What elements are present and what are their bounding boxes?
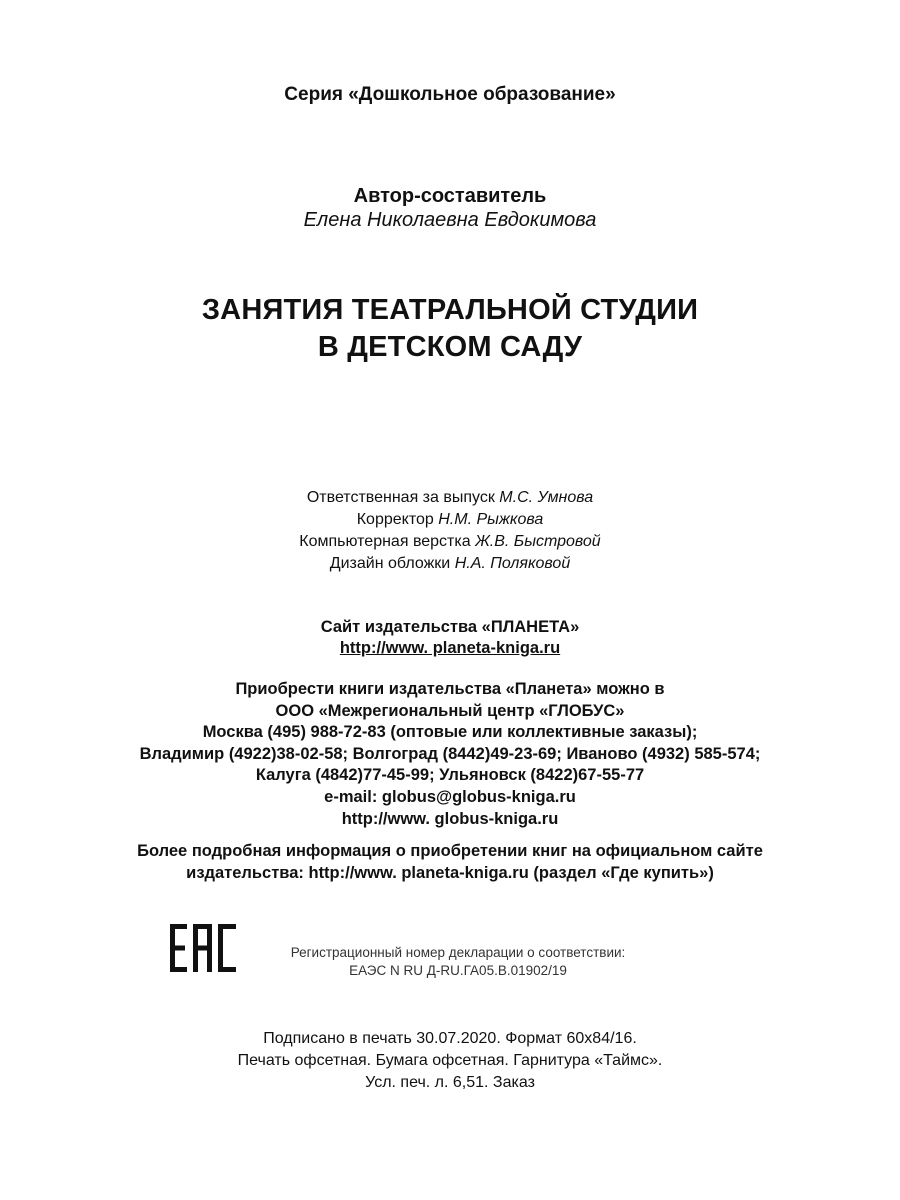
credit-role: Компьютерная верстка <box>299 533 471 550</box>
author-name: Елена Николаевна Евдокимова <box>303 209 597 231</box>
publisher-site-block <box>0 617 900 659</box>
publisher-site-link[interactable]: http://www. planeta-kniga.ru <box>339 639 561 657</box>
purchase-line: Владимир (4922)38-02-58; Волгоград (8442)49-23-69; Иваново (4932) 585-574; <box>139 744 761 763</box>
eac-certification-logo <box>170 924 236 972</box>
print-details-line-3: Усл. печ. л. 6,51. Заказ <box>365 1074 535 1091</box>
series-title: Серия «Дошкольное образование» <box>284 84 616 105</box>
credit-role: Ответственная за выпуск <box>306 489 495 506</box>
credit-person: Н.М. Рыжкова <box>438 511 544 528</box>
print-details-line-2: Печать офсетная. Бумага офсетная. Гарнитура «Таймс». <box>237 1052 663 1069</box>
declaration-number: ЕАЭС N RU Д-RU.ГА05.В.01902/19 <box>349 963 567 978</box>
credit-layout <box>0 531 900 553</box>
purchase-line: Приобрести книги издательства «Планета» можно в <box>235 680 665 698</box>
credit-release <box>0 487 900 509</box>
purchase-info-block <box>0 679 900 830</box>
purchase-website-link[interactable]: http://www. globus-kniga.ru <box>341 809 559 828</box>
book-title-line-2: В ДЕТСКОМ САДУ <box>317 331 583 363</box>
credit-person: М.С. Умнова <box>499 489 594 506</box>
purchase-line: Москва (495) 988-72-83 (оптовые или коллективные заказы); <box>202 723 698 742</box>
credit-cover-design <box>0 553 900 575</box>
author-block <box>0 184 900 232</box>
credits-block <box>0 487 900 575</box>
book-title-line-1: ЗАНЯТИЯ ТЕАТРАЛЬНОЙ СТУДИИ <box>201 294 699 326</box>
more-info-block <box>0 841 900 884</box>
print-details-block <box>0 1028 900 1094</box>
declaration-label: Регистрационный номер декларации о соответствии: <box>290 945 626 960</box>
credit-person: Ж.В. Быстровой <box>475 533 601 550</box>
publisher-site-label: Сайт издательства «ПЛАНЕТА» <box>320 618 580 636</box>
more-info-line-1: Более подробная информация о приобретении книг на официальном сайте <box>137 842 763 860</box>
credit-person: Н.А. Поляковой <box>454 555 571 572</box>
credit-role: Дизайн обложки <box>329 555 451 572</box>
purchase-email[interactable]: e-mail: globus@globus-kniga.ru <box>324 787 576 806</box>
book-title <box>0 292 900 366</box>
more-info-line-2: издательства: http://www. planeta-kniga.ru (раздел «Где купить») <box>186 863 714 882</box>
print-details-line-1: Подписано в печать 30.07.2020. Формат 60х84/16. <box>263 1030 637 1047</box>
credit-role: Корректор <box>356 511 434 528</box>
purchase-line: ООО «Межрегиональный центр «ГЛОБУС» <box>275 701 625 720</box>
purchase-line: Калуга (4842)77-45-99; Ульяновск (8422)67-55-77 <box>255 766 645 785</box>
author-role: Автор-составитель <box>353 185 547 207</box>
declaration-text <box>258 944 658 980</box>
credit-proofreader <box>0 509 900 531</box>
